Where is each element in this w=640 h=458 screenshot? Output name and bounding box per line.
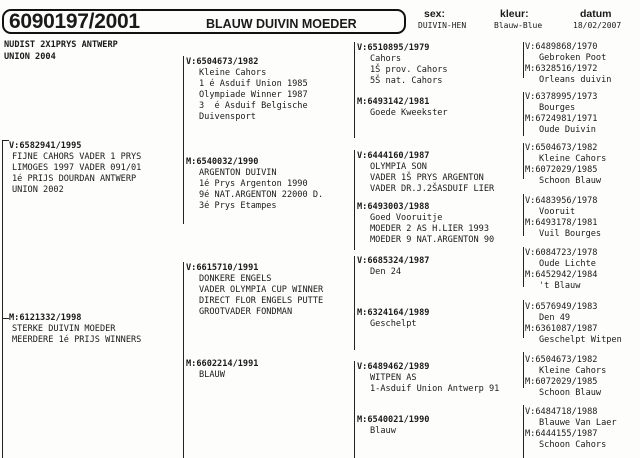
entry-note: VADER DR.J.2ŠASDUIF LIER	[370, 184, 495, 194]
sire-note: LIMOGES 1997 VADER 091/01	[12, 163, 142, 173]
entry-ring: 6489462/1989	[367, 362, 430, 372]
gen4-entry	[525, 248, 597, 270]
entry-tag: V:	[357, 256, 368, 266]
sire-tag: V:	[9, 141, 20, 151]
entry-note: Geschelpt	[370, 319, 417, 329]
gen3-entry	[357, 362, 499, 395]
entry-ring: 6489868/1970	[535, 42, 598, 52]
entry-note: Den 24	[370, 267, 402, 277]
sex-value: DUIVIN-HEN	[418, 21, 467, 30]
entry-tag: M:	[357, 308, 368, 318]
date-value: 18/02/2007	[573, 21, 622, 30]
entry-tag: M:	[186, 157, 197, 167]
gen3-entry	[357, 202, 494, 246]
entry-tag: V:	[525, 355, 536, 365]
entry-ring: 6504673/1982	[535, 355, 598, 365]
dam-ring: 6121332/1998	[19, 313, 82, 323]
entry-ring: 6072029/1985	[535, 165, 598, 175]
entry-note: 1 é Asduif Union 1985	[199, 79, 308, 89]
sex-label: sex:	[424, 8, 446, 20]
entry-ring: 6484718/1988	[535, 407, 598, 417]
entry-name: 't Blauw	[539, 281, 581, 291]
entry-name: Orleans duivin	[539, 75, 612, 85]
entry-ring: 6378995/1973	[535, 92, 598, 102]
gen3-entry	[357, 97, 448, 119]
entry-tag: V:	[357, 151, 368, 161]
entry-name: Oude Lichte	[539, 259, 596, 269]
gen4-entry	[525, 302, 597, 324]
entry-note: Goed Vooruitje	[370, 213, 443, 223]
entry-tag: M:	[525, 114, 536, 124]
entry-note: Duivensport	[199, 112, 256, 122]
entry-ring: 6483956/1978	[535, 196, 598, 206]
gen3-entry	[357, 415, 429, 437]
entry-name: Schoon Cahors	[539, 440, 607, 450]
entry-note: MOEDER 9 NAT.ARGENTON 90	[370, 235, 495, 245]
entry-ring: 6072029/1985	[535, 377, 598, 387]
entry-tag: V:	[525, 302, 536, 312]
entry-note: 1é Prys Argenton 1990	[199, 179, 308, 189]
entry-name: Kleine Cahors	[539, 366, 607, 376]
entry-name: Bourges	[539, 103, 576, 113]
entry-note: Olympiade Winner 1987	[199, 90, 308, 100]
sire-note: FIJNE CAHORS VADER 1 PRYS	[12, 152, 142, 162]
entry-note: 3 é Asduif Belgische	[199, 101, 308, 111]
entry-name: Vooruit	[539, 207, 576, 217]
entry-ring: 6084723/1978	[535, 248, 598, 258]
entry-ring: 6444160/1987	[367, 151, 430, 161]
entry-tag: M:	[525, 429, 536, 439]
entry-name: Blauwe Van Laer	[539, 418, 617, 428]
entry-tag: V:	[525, 42, 536, 52]
entry-name: Den 49	[539, 313, 571, 323]
entry-ring: 6576949/1983	[535, 302, 598, 312]
gen4-entry	[525, 165, 601, 187]
entry-tag: V:	[357, 43, 368, 53]
entry-note: WITPEN AS	[370, 373, 417, 383]
gen4-entry	[525, 429, 606, 451]
gen4-entry	[525, 143, 606, 165]
date-label: datum	[580, 8, 612, 20]
gen4-entry	[525, 114, 597, 136]
entry-ring: 6493142/1981	[367, 97, 430, 107]
entry-ring: 6685324/1987	[367, 256, 430, 266]
entry-ring: 6504673/1982	[196, 57, 259, 67]
entry-note: 1Š prov. Cahors	[370, 65, 448, 75]
entry-ring: 6510895/1979	[367, 43, 430, 53]
entry-ring: 6504673/1982	[535, 143, 598, 153]
entry-ring: 6452942/1984	[535, 270, 598, 280]
entry-ring: 6328516/1972	[535, 64, 598, 74]
entry-note: DIRECT FLOR ENGELS PUTTE	[199, 296, 324, 306]
entry-tag: M:	[525, 324, 536, 334]
sire-entry	[9, 141, 141, 196]
entry-ring: 6493003/1988	[367, 202, 430, 212]
dam-note: MEERDERE 1é PRIJS WINNERS	[12, 335, 142, 345]
entry-name: Schoon Blauw	[539, 388, 602, 398]
gen4-entry	[525, 270, 597, 292]
entry-tag: M:	[525, 270, 536, 280]
gen4-entry	[525, 196, 597, 218]
entry-tag: V:	[525, 248, 536, 258]
sire-note: UNION 2002	[12, 185, 64, 195]
entry-note: MOEDER 2 AS H.LIER 1993	[370, 224, 489, 234]
pigeon-name: BLAUW DUIVIN MOEDER	[206, 17, 357, 31]
entry-ring: 6540032/1990	[196, 157, 259, 167]
gen4-entry	[525, 355, 606, 377]
granddam-maternal-entry	[186, 359, 258, 381]
entry-tag: M:	[357, 202, 368, 212]
entry-tag: M:	[357, 415, 368, 425]
entry-tag: V:	[525, 143, 536, 153]
entry-tag: M:	[525, 218, 536, 228]
entry-note: Blauw	[370, 426, 396, 436]
entry-name: Geschelpt Witpen	[539, 335, 622, 345]
entry-note: OLYMPIA SON	[370, 162, 427, 172]
entry-note: GROOTVADER FONDMAN	[199, 307, 293, 317]
gen3-entry	[357, 256, 429, 278]
dam-note: STERKE DUIVIN MOEDER	[12, 324, 116, 334]
gen4-entry	[525, 64, 611, 86]
entry-note: Cahors	[370, 54, 402, 64]
entry-tag: V:	[525, 92, 536, 102]
entry-name: Vuil Bourges	[539, 229, 602, 239]
sire-ring: 6582941/1995	[19, 141, 82, 151]
entry-ring: 6615710/1991	[196, 263, 259, 273]
gen3-entry	[357, 308, 429, 330]
entry-ring: 6724981/1971	[535, 114, 598, 124]
entry-tag: V:	[357, 362, 368, 372]
entry-name: Schoon Blauw	[539, 176, 602, 186]
entry-tag: M:	[357, 97, 368, 107]
gen4-entry	[525, 218, 601, 240]
entry-ring: 6324164/1989	[367, 308, 430, 318]
entry-ring: 6444155/1987	[535, 429, 598, 439]
dam-tag: M:	[9, 313, 20, 323]
entry-name: Gebroken Poot	[539, 53, 607, 63]
entry-ring: 6361087/1987	[535, 324, 598, 334]
gen3-entry	[357, 151, 494, 195]
color-label: kleur:	[500, 8, 529, 20]
entry-tag: M:	[525, 64, 536, 74]
entry-name: Oude Duivin	[539, 125, 596, 135]
entry-tag: M:	[525, 165, 536, 175]
entry-note: VADER 1Š PRYS ARGENTON	[370, 173, 484, 183]
gen4-entry	[525, 92, 597, 114]
entry-note: 3é Prys Etampes	[199, 201, 277, 211]
entry-ring: 6602214/1991	[196, 359, 259, 369]
gen4-entry	[525, 407, 617, 429]
entry-note: ARGENTON DUIVIN	[199, 168, 277, 178]
granddam-paternal-entry	[186, 157, 323, 212]
entry-note: 1-Asduif Union Antwerp 91	[370, 384, 500, 394]
pigeon-ring-number: 6090197/2001	[9, 10, 140, 33]
color-value: Blauw-Blue	[494, 21, 543, 30]
entry-tag: M:	[525, 377, 536, 387]
entry-ring: 6493178/1981	[535, 218, 598, 228]
entry-note: VADER OLYMPIA CUP WINNER	[199, 285, 324, 295]
entry-tag: V:	[525, 196, 536, 206]
entry-tag: V:	[186, 57, 197, 67]
sire-note: 1é PRIJS DOURDAN ANTWERP	[12, 174, 137, 184]
entry-name: Kleine Cahors	[539, 154, 607, 164]
entry-note: Kleine Cahors	[199, 68, 267, 78]
subject-note-line: UNION 2004	[4, 52, 56, 62]
entry-note: Goede Kweekster	[370, 108, 448, 118]
grandsire-maternal-entry	[186, 263, 323, 318]
entry-tag: V:	[186, 263, 197, 273]
dam-entry	[9, 313, 141, 346]
entry-note: 5Š nat. Cahors	[370, 76, 443, 86]
entry-note: 9é NAT.ARGENTON 22000 D.	[199, 190, 324, 200]
entry-tag: V:	[525, 407, 536, 417]
entry-note: DONKERE ENGELS	[199, 274, 272, 284]
gen4-entry	[525, 42, 606, 64]
gen3-entry	[357, 43, 448, 87]
subject-note-line: NUDIST 2X1PRYS ANTWERP	[4, 40, 118, 50]
gen4-entry	[525, 377, 601, 399]
entry-note: BLAUW	[199, 370, 225, 380]
entry-ring: 6540021/1990	[367, 415, 430, 425]
entry-tag: M:	[186, 359, 197, 369]
grandsire-paternal-entry	[186, 57, 308, 123]
gen4-entry	[525, 324, 622, 346]
